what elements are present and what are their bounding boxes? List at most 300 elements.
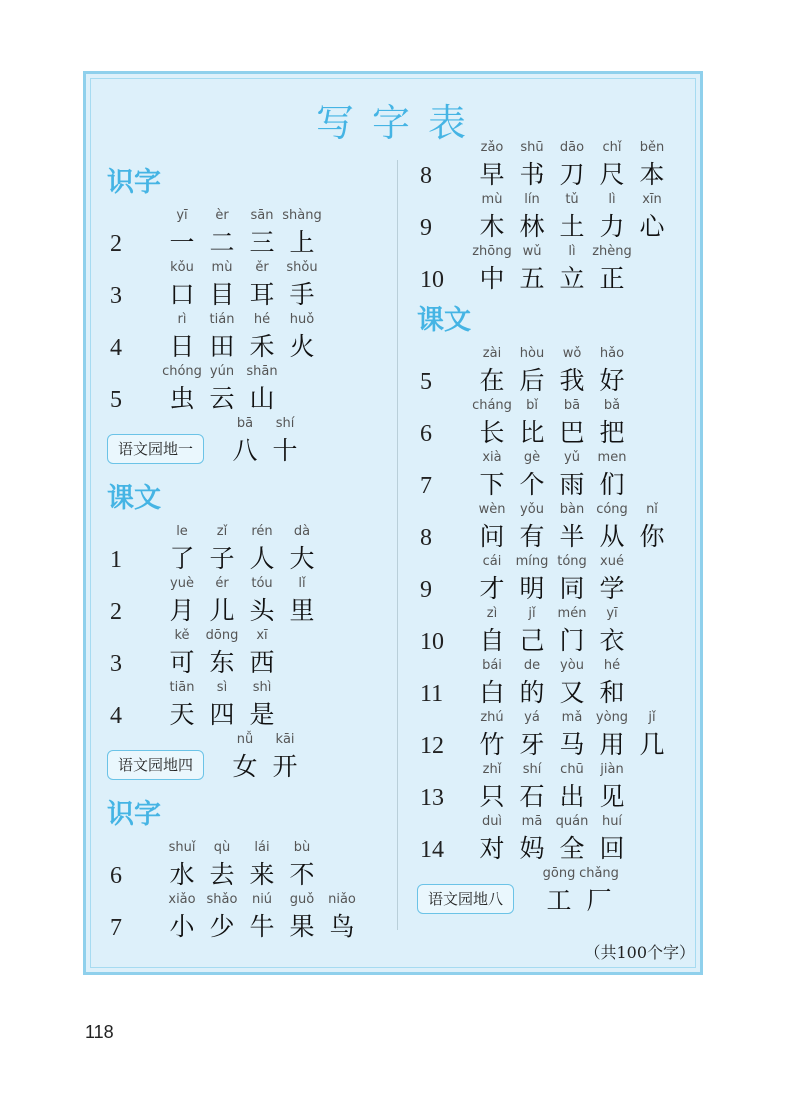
hanzi: 在 [479,366,505,395]
pinyin: gōng [542,866,576,881]
hanzi: 去 [209,860,235,889]
lesson-row [420,658,680,708]
hanzi: 衣 [599,626,625,655]
character-group [162,680,282,730]
hanzi: 有 [519,522,545,551]
pinyin: hǎo [599,346,625,361]
pinyin: tóng [557,554,587,569]
pinyin: hòu [519,346,545,361]
character-group [162,260,322,310]
hanzi: 妈 [519,834,545,863]
pinyin: mǎ [561,710,583,725]
pinyin: wǔ [522,244,542,259]
hanzi: 头 [249,596,275,625]
lesson-row [110,260,370,310]
character-cell [592,450,632,500]
pinyin: duì [481,814,503,829]
lesson-number: 9 [420,577,432,603]
lesson-row [420,140,680,190]
lesson-number: 11 [420,681,444,707]
lesson-row [420,554,680,604]
hanzi: 长 [479,418,505,447]
garden-row [107,732,367,782]
hanzi: 林 [519,212,545,241]
pinyin: cháng [472,398,512,413]
character-group [162,364,282,414]
pinyin: wǒ [562,346,582,361]
hanzi: 力 [599,212,625,241]
hanzi: 巴 [559,418,585,447]
character-cell [282,840,322,890]
character-cell [592,658,632,708]
character-group [472,606,632,656]
character-cell [282,576,322,626]
lesson-number: 9 [420,215,432,241]
pinyin: lǐ [298,576,306,591]
pinyin: dāo [559,140,585,155]
hanzi: 月 [169,596,195,625]
character-cell [579,866,619,916]
character-group [472,398,632,448]
hanzi: 比 [519,418,545,447]
lesson-number: 10 [420,267,444,293]
hanzi: 天 [169,700,195,729]
character-cell [282,208,322,258]
pinyin: zì [486,606,498,621]
hanzi: 我 [559,366,585,395]
lesson-row [420,346,680,396]
lesson-number: 7 [110,915,122,941]
pinyin: zǐ [216,524,228,539]
pinyin: xià [482,450,502,465]
hanzi: 目 [209,280,235,309]
pinyin: shǒu [286,260,318,275]
hanzi: 大 [289,544,315,573]
character-group [472,450,632,500]
lesson-number: 6 [110,863,122,889]
pinyin: bǎ [603,398,621,413]
hanzi: 厂 [586,886,612,915]
hanzi: 的 [519,678,545,707]
character-cell [242,364,282,414]
hanzi: 口 [169,280,195,309]
hanzi: 木 [479,212,505,241]
hanzi: 东 [209,648,235,677]
hanzi: 可 [169,648,195,677]
character-cell [282,312,322,362]
hanzi: 书 [519,160,545,189]
hanzi: 石 [519,782,545,811]
pinyin: mā [521,814,543,829]
pinyin: ěr [255,260,269,275]
pinyin: zhōng [472,244,512,259]
hanzi: 才 [479,574,505,603]
hanzi: 竹 [479,730,505,759]
pinyin: shān [246,364,278,379]
pinyin: míng [515,554,549,569]
pinyin: lái [254,840,270,855]
hanzi: 来 [249,860,275,889]
pinyin: quán [555,814,589,829]
hanzi: 上 [289,228,315,257]
lesson-row [420,762,680,812]
pinyin: men [597,450,627,465]
pinyin: běn [639,140,665,155]
lesson-number: 3 [110,283,122,309]
character-cell [632,710,672,760]
hanzi: 你 [639,522,665,551]
character-cell [322,892,362,942]
pinyin: tián [209,312,235,327]
lesson-row [420,398,680,448]
pinyin: tiān [169,680,195,695]
hanzi: 是 [249,700,275,729]
pinyin: xué [600,554,624,569]
character-cell [592,606,632,656]
hanzi: 四 [209,700,235,729]
hanzi: 西 [249,648,275,677]
pinyin: yuè [170,576,194,591]
pinyin: gè [523,450,541,465]
character-group [472,502,672,552]
character-group [539,866,619,916]
pinyin: yòu [560,658,584,673]
lesson-row [420,814,680,864]
character-group [225,416,305,466]
lesson-number: 4 [110,703,122,729]
page-number: 118 [85,1022,114,1042]
hanzi: 对 [479,834,505,863]
hanzi: 好 [599,366,625,395]
pinyin: shí [275,416,295,431]
pinyin: zhèng [592,244,632,259]
hanzi: 水 [169,860,195,889]
pinyin: chǎng [579,866,619,881]
hanzi: 开 [272,752,298,781]
pinyin: nǚ [236,732,254,747]
pinyin: xī [256,628,268,643]
lesson-number: 6 [420,421,432,447]
hanzi: 不 [289,860,315,889]
pinyin: hé [603,658,621,673]
lesson-row [110,840,370,890]
pinyin: jǐ [648,710,656,725]
lesson-row [110,628,370,678]
hanzi: 同 [559,574,585,603]
pinyin: jǐ [528,606,536,621]
character-cell [265,416,305,466]
hanzi: 三 [249,228,275,257]
character-cell [592,762,632,812]
hanzi: 里 [289,596,315,625]
hanzi: 们 [599,470,625,499]
lesson-number: 10 [420,629,444,655]
pinyin: zài [482,346,502,361]
lesson-row [110,208,370,258]
lesson-row [110,524,370,574]
garden-badge: 语文园地一 [107,434,204,464]
pinyin: yá [524,710,540,725]
lesson-row [420,450,680,500]
pinyin: lín [524,192,540,207]
character-group [472,346,632,396]
pinyin: chóng [162,364,202,379]
pinyin: ér [215,576,229,591]
hanzi: 早 [479,160,505,189]
pinyin: bù [293,840,311,855]
character-group [162,524,322,574]
character-cell [592,244,632,294]
character-group [162,208,322,258]
lesson-number: 7 [420,473,432,499]
pinyin: jiàn [600,762,624,777]
hanzi: 土 [559,212,585,241]
character-group [225,732,305,782]
hanzi: 回 [599,834,625,863]
hanzi: 田 [209,332,235,361]
hanzi: 禾 [249,332,275,361]
lesson-number: 8 [420,163,432,189]
hanzi: 学 [599,574,625,603]
pinyin: rén [251,524,273,539]
hanzi: 刀 [559,160,585,189]
character-cell [592,814,632,864]
hanzi: 后 [519,366,545,395]
character-cell [242,628,282,678]
lesson-row [110,312,370,362]
pinyin: yòng [595,710,629,725]
hanzi: 马 [559,730,585,759]
page-title: 写字表 [315,101,484,145]
character-group [472,140,672,190]
character-group [472,710,672,760]
hanzi: 把 [599,418,625,447]
hanzi: 门 [559,626,585,655]
lesson-row [110,892,370,942]
character-group [472,192,672,242]
hanzi: 工 [546,886,572,915]
hanzi: 和 [599,678,625,707]
lesson-row [420,606,680,656]
lesson-number: 1 [110,547,122,573]
character-group [162,312,322,362]
hanzi: 二 [209,228,235,257]
hanzi: 人 [249,544,275,573]
pinyin: le [176,524,188,539]
character-cell [242,680,282,730]
character-cell [632,192,672,242]
hanzi: 了 [169,544,195,573]
character-cell [632,502,672,552]
pinyin: xiǎo [168,892,196,907]
hanzi: 自 [479,626,505,655]
pinyin: chǐ [602,140,622,155]
hanzi: 问 [479,522,505,551]
lesson-row [420,192,680,242]
pinyin: yī [176,208,188,223]
pinyin: zhú [480,710,504,725]
lesson-row [110,680,370,730]
character-group [162,892,362,942]
character-group [162,576,322,626]
character-group [162,628,282,678]
pinyin: rì [177,312,187,327]
hanzi: 半 [559,522,585,551]
hanzi: 小 [169,912,195,941]
hanzi: 耳 [249,280,275,309]
pinyin: bái [482,658,502,673]
hanzi: 立 [559,264,585,293]
pinyin: kě [174,628,190,643]
pinyin: sān [250,208,274,223]
pinyin: shuǐ [168,840,196,855]
pinyin: shí [522,762,542,777]
garden-badge: 语文园地四 [107,750,204,780]
pinyin: kǒu [170,260,194,275]
hanzi: 只 [479,782,505,811]
pinyin: kāi [275,732,295,747]
garden-badge: 语文园地八 [417,884,514,914]
pinyin: cóng [596,502,628,517]
hanzi: 个 [519,470,545,499]
hanzi: 正 [599,264,625,293]
character-group [472,814,632,864]
pinyin: bǐ [526,398,538,413]
lesson-number: 3 [110,651,122,677]
pinyin: lì [608,192,616,207]
section-heading: 识字 [107,799,161,830]
hanzi: 心 [639,212,665,241]
pinyin: lì [568,244,576,259]
hanzi: 儿 [209,596,235,625]
pinyin: guǒ [289,892,315,907]
character-group [472,244,632,294]
hanzi: 雨 [559,470,585,499]
hanzi: 火 [289,332,315,361]
hanzi: 一 [169,228,195,257]
hanzi: 云 [209,384,235,413]
pinyin: tóu [251,576,273,591]
pinyin: huǒ [289,312,315,327]
pinyin: tǔ [565,192,579,207]
hanzi: 下 [479,470,505,499]
pinyin: niú [251,892,273,907]
hanzi: 全 [559,834,585,863]
hanzi: 牛 [249,912,275,941]
hanzi: 牙 [519,730,545,759]
pinyin: dà [293,524,311,539]
pinyin: sì [216,680,228,695]
pinyin: yī [606,606,618,621]
hanzi: 尺 [599,160,625,189]
character-cell [282,260,322,310]
hanzi: 几 [639,730,665,759]
hanzi: 白 [479,678,505,707]
section-heading: 课文 [107,483,161,514]
pinyin: qù [213,840,231,855]
hanzi: 从 [599,522,625,551]
character-group [472,658,632,708]
lesson-row [420,502,680,552]
pinyin: cái [482,554,502,569]
pinyin: xīn [642,192,662,207]
pinyin: mén [557,606,587,621]
column-divider [397,160,398,930]
pinyin: mù [481,192,503,207]
character-cell [265,732,305,782]
pinyin: dōng [205,628,239,643]
pinyin: èr [215,208,229,223]
hanzi: 本 [639,160,665,189]
pinyin: yún [209,364,235,379]
hanzi: 见 [599,782,625,811]
hanzi: 少 [209,912,235,941]
hanzi: 中 [479,264,505,293]
character-cell [592,554,632,604]
character-cell [632,140,672,190]
lesson-number: 5 [420,369,432,395]
section-heading: 课文 [417,305,471,336]
hanzi: 十 [272,436,298,465]
pinyin: de [523,658,541,673]
pinyin: yǒu [520,502,544,517]
lesson-row [420,710,680,760]
character-group [472,554,632,604]
garden-row [107,416,367,466]
pinyin: huí [601,814,623,829]
character-cell [592,398,632,448]
lesson-number: 4 [110,335,122,361]
lesson-row [420,244,680,294]
hanzi: 日 [169,332,195,361]
lesson-row [110,576,370,626]
lesson-number: 2 [110,231,122,257]
pinyin: yǔ [564,450,580,465]
total-count: （共100个字） [584,943,695,962]
pinyin: chū [560,762,584,777]
lesson-number: 8 [420,525,432,551]
character-group [162,840,322,890]
hanzi: 手 [289,280,315,309]
character-cell [592,346,632,396]
hanzi: 鸟 [329,912,355,941]
pinyin: zǎo [480,140,504,155]
lesson-number: 13 [420,785,444,811]
pinyin: shǎo [206,892,238,907]
hanzi: 八 [232,436,258,465]
hanzi: 用 [599,730,625,759]
hanzi: 山 [249,384,275,413]
garden-row [417,866,677,916]
hanzi: 明 [519,574,545,603]
pinyin: wèn [478,502,506,517]
pinyin: shì [252,680,272,695]
pinyin: niǎo [328,892,356,907]
hanzi: 子 [209,544,235,573]
hanzi: 果 [289,912,315,941]
hanzi: 五 [519,264,545,293]
section-heading: 识字 [107,167,161,198]
lesson-number: 2 [110,599,122,625]
lesson-number: 12 [420,733,444,759]
pinyin: mù [211,260,233,275]
hanzi: 虫 [169,384,195,413]
lesson-row [110,364,370,414]
hanzi: 出 [559,782,585,811]
lesson-number: 14 [420,837,444,863]
pinyin: shū [520,140,544,155]
character-cell [282,524,322,574]
